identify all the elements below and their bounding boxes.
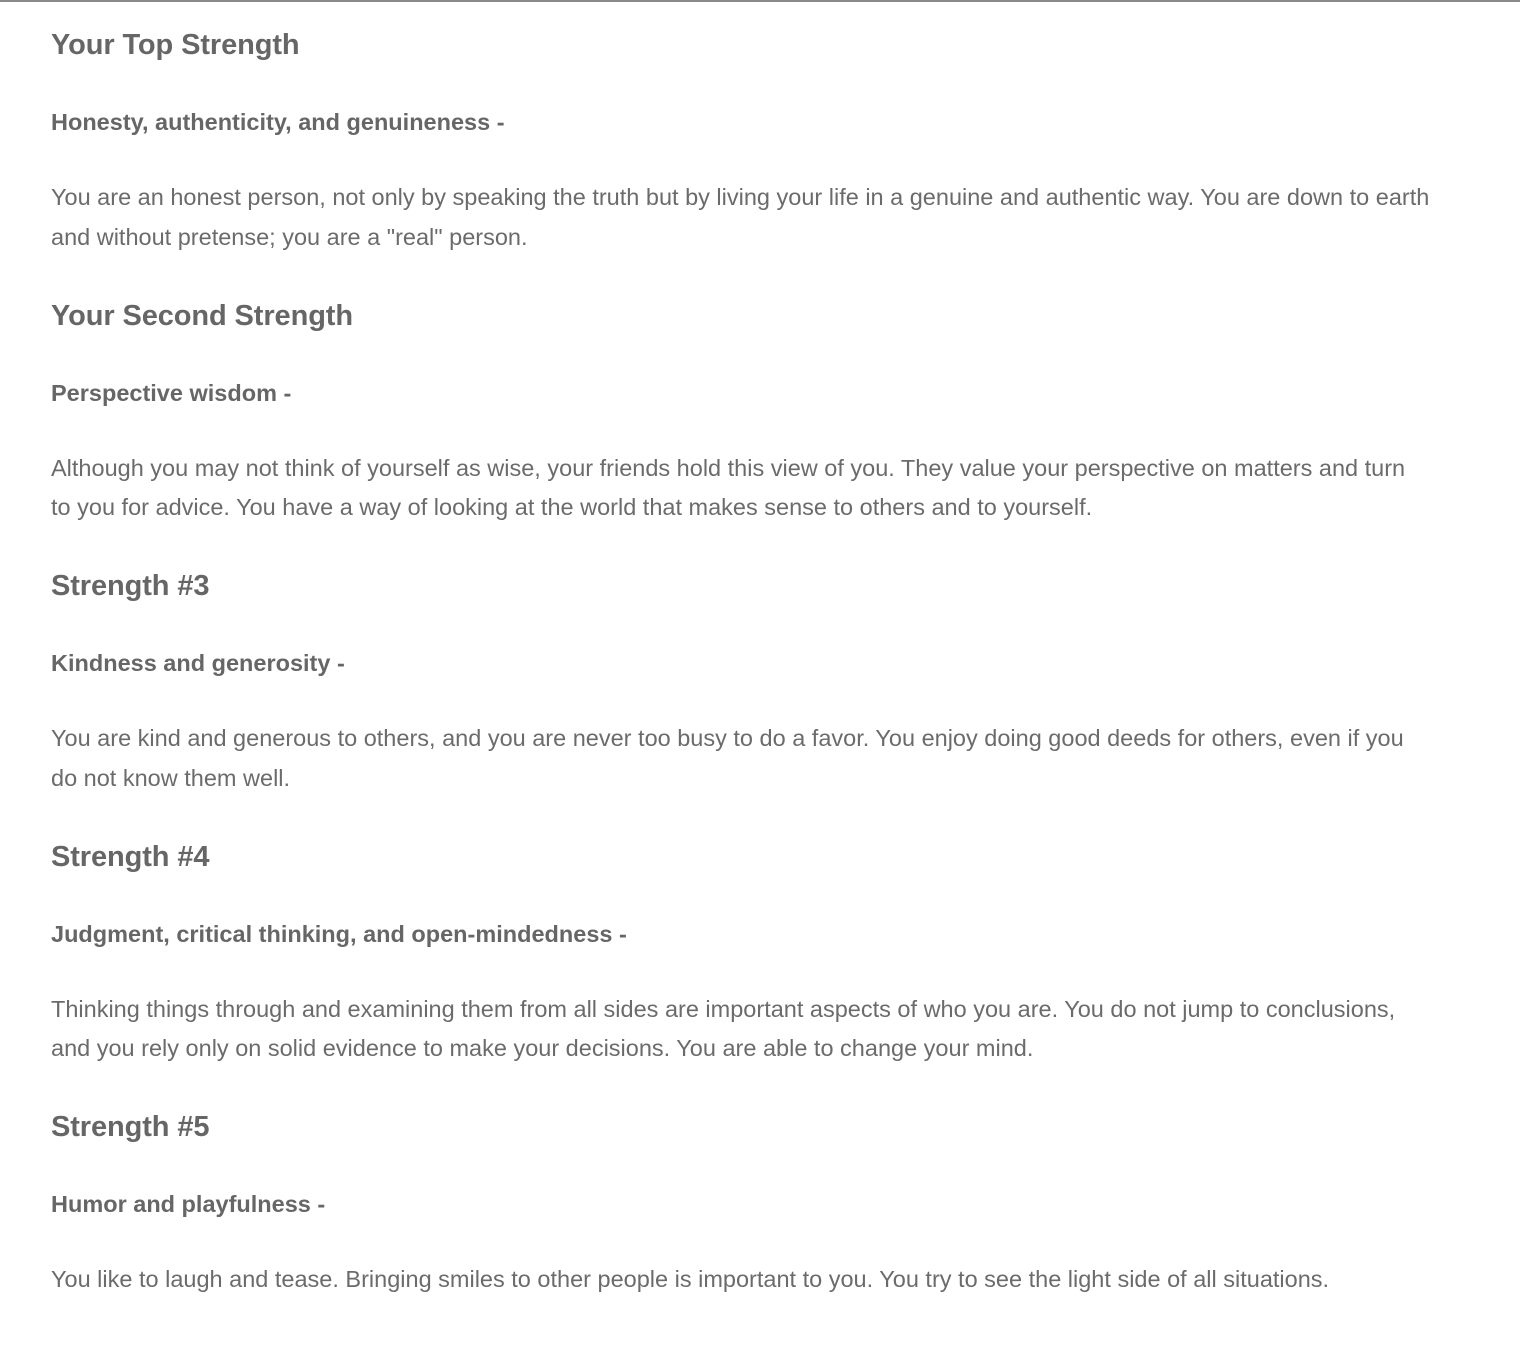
section-title: Strength #4 <box>51 840 210 873</box>
strength-description: Thinking things through and examining them from all sides are important aspects of who you are. You do not jump to conclusions, and you rely only on solid evidence to make your decisions. You are able to change your mind. <box>51 995 1396 1061</box>
strength-description: Although you may not think of yourself as wise, your friends hold this view of you. They value your perspective on matters and turn to you for advice. You have a way of looking at the world that makes sense to others and to yourself. <box>51 454 1406 520</box>
section-title: Your Second Strength <box>51 299 353 332</box>
strength-section-4 <box>51 812 1431 1083</box>
section-title: Strength #3 <box>51 570 210 602</box>
strength-section-3 <box>51 541 1431 812</box>
strength-description: You like to laugh and tease. Bringing smiles to other people is important to you. You try to see the light side of all situations. <box>51 1266 1330 1292</box>
strength-description: You are an honest person, not only by speaking the truth but by living your life in a genuine and authentic way. You are down to earth and without pretense; you are a "real" person. <box>51 184 1430 250</box>
strength-name: Honesty, authenticity, and genuineness - <box>51 109 505 135</box>
section-title: Strength #5 <box>51 1111 210 1143</box>
strength-name: Humor and playfulness - <box>51 1191 326 1217</box>
strength-description: You are kind and generous to others, and you are never too busy to do a favor. You enjoy doing good deeds for others, even if you do not know them well. <box>51 725 1404 791</box>
strengths-document <box>51 0 1431 1353</box>
strength-section-1 <box>51 0 1431 271</box>
section-title: Your Top Strength <box>51 29 300 61</box>
strength-name: Kindness and generosity - <box>51 650 345 676</box>
strength-section-5 <box>51 1082 1431 1353</box>
strength-section-2 <box>51 271 1431 542</box>
strength-name: Judgment, critical thinking, and open-mindedness - <box>51 920 627 947</box>
strength-name: Perspective wisdom - <box>51 379 292 406</box>
